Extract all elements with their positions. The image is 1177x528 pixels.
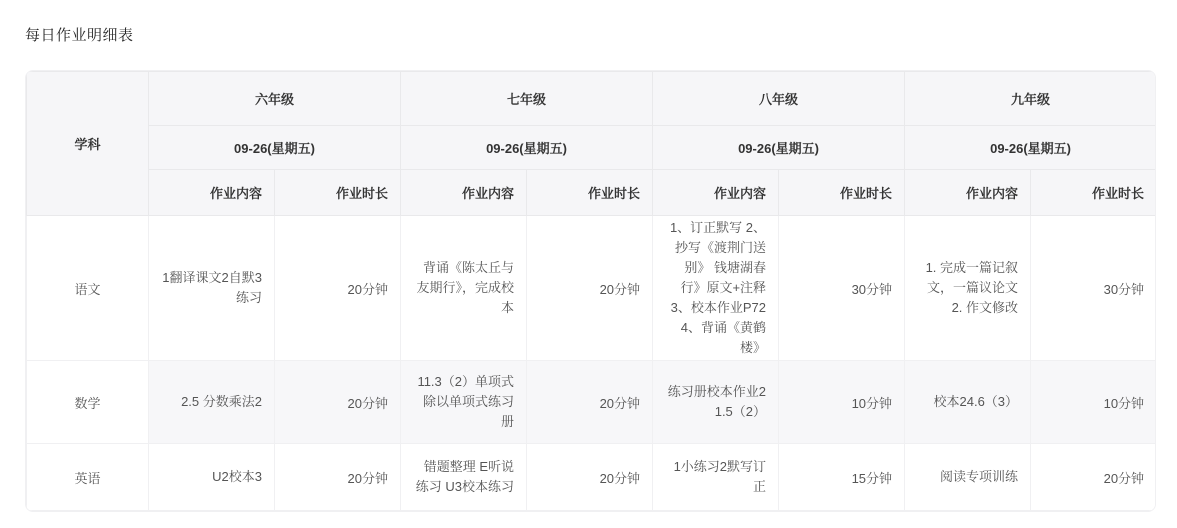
content-header-grade6: 作业内容	[149, 170, 275, 216]
date-header-grade7: 09-26(星期五)	[401, 126, 653, 170]
grade-header-8: 八年级	[653, 72, 905, 126]
table-row-english	[27, 444, 1157, 511]
homework-content-cell: 1翻译课文2自默3练习	[149, 216, 275, 361]
daily-homework-table	[25, 70, 1156, 512]
homework-content-cell: 1. 完成一篇记叙文，一篇议论文 2. 作文修改	[905, 216, 1031, 361]
content-header-grade9: 作业内容	[905, 170, 1031, 216]
table-row-math	[27, 361, 1157, 444]
content-header-grade8: 作业内容	[653, 170, 779, 216]
homework-duration-cell: 20分钟	[275, 216, 401, 361]
homework-content-cell: 校本24.6（3）	[905, 361, 1031, 444]
page-title: 每日作业明细表	[25, 27, 134, 44]
homework-duration-cell: 20分钟	[527, 444, 653, 511]
date-header-grade9: 09-26(星期五)	[905, 126, 1156, 170]
homework-table	[26, 71, 1156, 511]
grade-header-9: 九年级	[905, 72, 1156, 126]
subject-label: 数学	[27, 361, 149, 444]
homework-duration-cell: 20分钟	[527, 361, 653, 444]
homework-content-cell: U2校本3	[149, 444, 275, 511]
homework-content-cell: 错题整理 E听说练习 U3校本练习	[401, 444, 527, 511]
homework-content-cell: 背诵《陈太丘与友期行》，完成校本	[401, 216, 527, 361]
date-header-grade6: 09-26(星期五)	[149, 126, 401, 170]
homework-content-cell: 1、订正默写 2、抄写《渡荆门送别》 钱塘湖春行》原文+注释 3、校本作业P72 4、背诵《黄鹤楼》	[653, 216, 779, 361]
subject-label: 英语	[27, 444, 149, 511]
homework-content-cell: 练习册校本作业21.5（2）	[653, 361, 779, 444]
homework-content-cell: 2.5 分数乘法2	[149, 361, 275, 444]
homework-duration-cell: 15分钟	[779, 444, 905, 511]
homework-duration-cell: 30分钟	[1031, 216, 1156, 361]
homework-duration-cell: 20分钟	[1031, 444, 1156, 511]
date-header-grade8: 09-26(星期五)	[653, 126, 905, 170]
header-row-columns	[27, 170, 1157, 216]
homework-duration-cell: 10分钟	[1031, 361, 1156, 444]
subject-label: 语文	[27, 216, 149, 361]
homework-content-cell: 11.3（2）单项式除以单项式练习册	[401, 361, 527, 444]
header-row-grades	[27, 72, 1157, 126]
homework-duration-cell: 20分钟	[275, 361, 401, 444]
homework-duration-cell: 30分钟	[779, 216, 905, 361]
header-row-dates	[27, 126, 1157, 170]
duration-header-grade8: 作业时长	[779, 170, 905, 216]
duration-header-grade9: 作业时长	[1031, 170, 1156, 216]
homework-duration-cell: 20分钟	[275, 444, 401, 511]
homework-duration-cell: 20分钟	[527, 216, 653, 361]
content-header-grade7: 作业内容	[401, 170, 527, 216]
homework-content-cell: 阅读专项训练	[905, 444, 1031, 511]
grade-header-7: 七年级	[401, 72, 653, 126]
homework-duration-cell: 10分钟	[779, 361, 905, 444]
table-row-chinese	[27, 216, 1157, 361]
grade-header-6: 六年级	[149, 72, 401, 126]
homework-content-cell: 1小练习2默写订正	[653, 444, 779, 511]
duration-header-grade7: 作业时长	[527, 170, 653, 216]
duration-header-grade6: 作业时长	[275, 170, 401, 216]
subject-column-header: 学科	[27, 72, 149, 216]
